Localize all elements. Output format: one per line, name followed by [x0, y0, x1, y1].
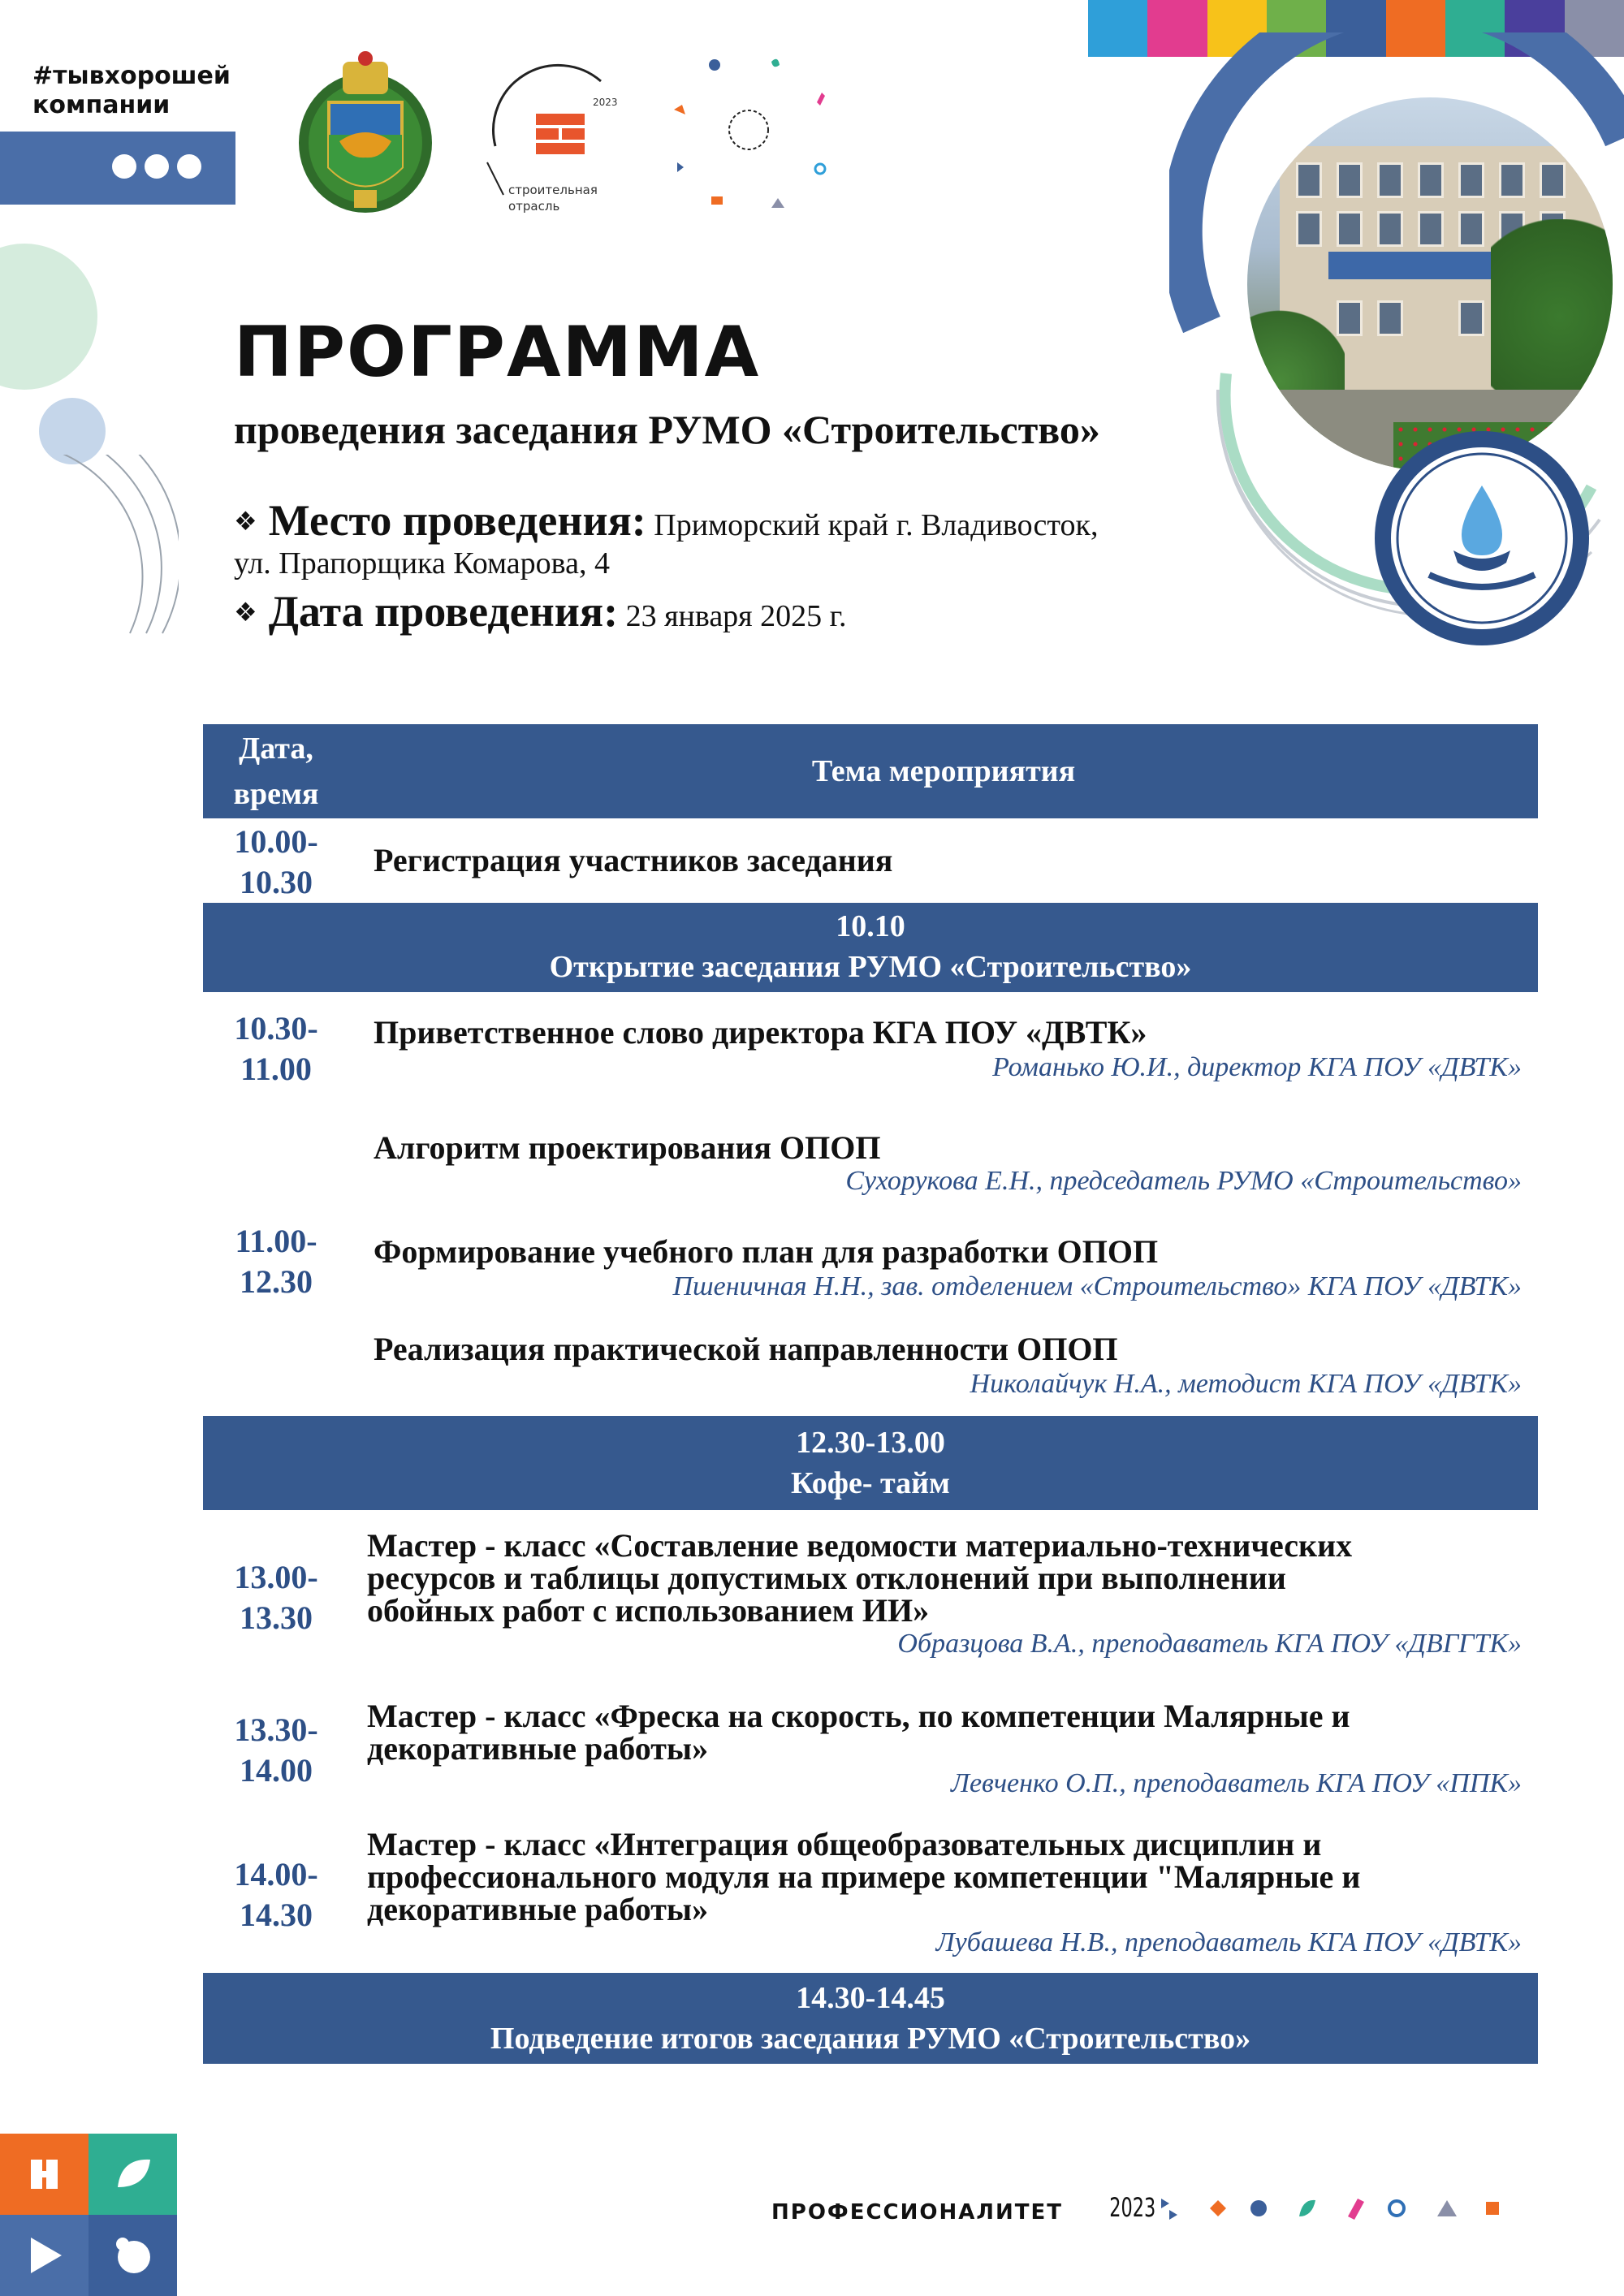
place-value-line-2: ул. Прапорщика Комарова, 4 [234, 546, 610, 580]
page-title: ПРОГРАММА [234, 312, 761, 393]
row-topic: Приветственное слово директора КГА ПОУ «ДВТК» [374, 1014, 1147, 1051]
professionalitet-caption: строительная отрасль [508, 183, 598, 214]
footer-tiles [0, 2134, 177, 2296]
row-time: 10.00- 10.30 [234, 823, 318, 900]
row-speaker: Романько Ю.И., директор КГА ПОУ «ДВТК» [992, 1052, 1522, 1082]
band-title: Кофе- тайм [791, 1466, 950, 1500]
header-date-time: Дата, время [233, 732, 319, 811]
row-time: 10.30- 11.00 [234, 1010, 318, 1087]
date-label: Дата проведения: [268, 587, 619, 636]
page-subtitle: проведения заседания РУМО «Строительство» [234, 407, 1100, 452]
blob-tile-icon [89, 2215, 177, 2296]
band-opening [203, 903, 1538, 992]
college-building-photo [1247, 97, 1613, 471]
footer-icon-row [1153, 2192, 1543, 2225]
professionalitet-icons-logo [658, 49, 836, 219]
row-speaker: Лубашева Н.В., преподаватель КГА ПОУ «ДВТК» [935, 1927, 1522, 1957]
band-coffee [203, 1416, 1538, 1510]
diamond-bullet-icon: ❖ [234, 598, 257, 627]
row-speaker: Левченко О.П., преподаватель КГА ПОУ «ППК» [950, 1768, 1522, 1798]
footer-year: 2023 [1109, 2192, 1156, 2223]
svg-text:2023: 2023 [593, 97, 618, 108]
table-header [203, 724, 1538, 818]
hashtag-label [32, 62, 231, 120]
row-speaker: Образцова В.А., преподаватель КГА ПОУ «ДВГГТК» [897, 1629, 1522, 1659]
row-time: 11.00- 12.30 [235, 1223, 317, 1300]
band-summary [203, 1973, 1538, 2064]
row-time: 13.30- 14.00 [234, 1711, 318, 1789]
date-row [234, 586, 846, 637]
place-value: Приморский край г. Владивосток, [654, 508, 1099, 542]
band-time: 12.30-13.00 [796, 1426, 945, 1460]
band-title: Открытие заседания РУМО «Строительство» [549, 950, 1192, 984]
band-time: 14.30-14.45 [796, 1981, 945, 2015]
row-topic: Регистрация участников заседания [374, 842, 893, 878]
place-row [234, 495, 1098, 546]
dvtk-seal-icon [1372, 429, 1592, 648]
row-time: 13.00- 13.30 [234, 1559, 318, 1636]
row-topic: Мастер - класс «Составление ведомости материально-технических ресурсов и таблицы допустимых отклонений при выполнении обойных работ с использованием ИИ» [367, 1527, 1353, 1629]
row-topic: Алгоритм проектирования ОПОП [374, 1129, 881, 1166]
row-topic: Мастер - класс «Фреска на скорость, по компетенции Малярные и декоративные работы» [367, 1698, 1350, 1767]
row-topic: Формирование учебного план для разработки ОПОП [374, 1233, 1159, 1270]
date-value: 23 января 2025 г. [625, 599, 847, 633]
diamond-bullet-icon: ❖ [234, 507, 257, 536]
row-speaker: Пшеничная Н.Н., зав. отделением «Строительство» КГА ПОУ «ДВТК» [672, 1271, 1522, 1301]
row-topic: Мастер - класс «Интеграция общеобразовательных дисциплин и профессионального модуля на примере компетенции "Малярные и декоративные работы» [367, 1826, 1361, 1927]
band-time: 10.10 [836, 909, 905, 943]
brick-tile-icon [0, 2134, 89, 2215]
dots-bar [0, 132, 235, 205]
hashtag-line-2: компании [32, 91, 171, 119]
footer-brand: ПРОФЕССИОНАЛИТЕТ [771, 2200, 1063, 2225]
leaf-tile-icon [89, 2134, 177, 2215]
band-title: Подведение итогов заседания РУМО «Строительство» [490, 2022, 1251, 2056]
play-tile-icon [0, 2215, 89, 2296]
place-label: Место проведения: [268, 496, 646, 545]
primorye-crest-icon [292, 45, 438, 216]
decorative-arcs-left [0, 455, 179, 747]
row-speaker: Николайчук Н.А., методист КГА ПОУ «ДВТК» [970, 1369, 1522, 1399]
header-topic: Тема мероприятия [811, 754, 1076, 788]
row-topic: Реализация практической направленности ОПОП [374, 1331, 1118, 1367]
row-time: 14.00- 14.30 [234, 1856, 318, 1933]
decorative-circle-green [0, 244, 97, 390]
row-speaker: Сухорукова Е.Н., председатель РУМО «Строительство» [845, 1166, 1522, 1196]
hashtag-line-1: #тывхорошей [32, 62, 231, 90]
